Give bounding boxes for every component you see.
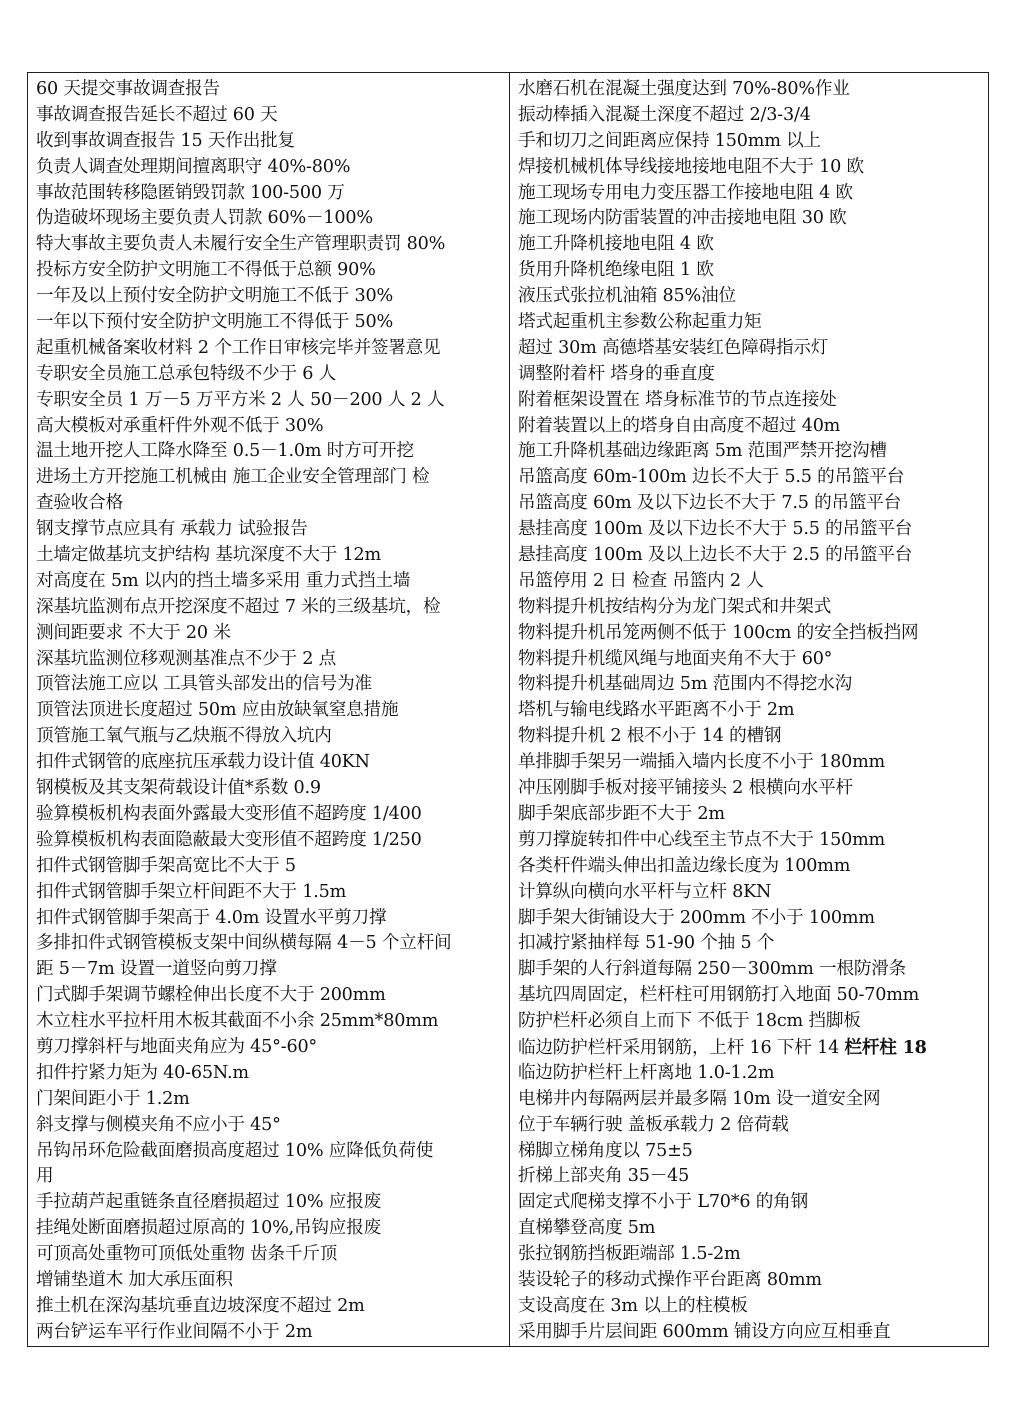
left-line: 扣件式钢管脚手架高宽比不大于 5: [36, 855, 296, 876]
left-line: 特大事故主要负责人未履行安全生产管理职责罚 80%: [36, 234, 446, 255]
left-line: 扣件式钢管的底座抗压承载力设计值 40KN: [36, 752, 370, 773]
left-line: 增铺垫道木 加大承压面积: [36, 1269, 233, 1290]
right-line: 冲压刚脚手板对接平铺接头 2 根横向水平杆: [518, 778, 853, 799]
right-column: [510, 73, 988, 1346]
right-line: 直梯攀登高度 5m: [518, 1218, 656, 1239]
left-line: 钢模板及其支架荷载设计值*系数 0.9: [36, 778, 321, 799]
right-line: 物料提升机按结构分为龙门架式和井架式: [518, 596, 832, 617]
left-line: 进场土方开挖施工机械由 施工企业安全管理部门 检: [36, 467, 430, 488]
left-line: 一年以下预付安全防护文明施工不得低于 50%: [36, 312, 393, 333]
right-line: 计算纵向横向水平杆与立杆 8KN: [518, 881, 772, 902]
right-line-with-bold: [518, 1035, 982, 1061]
left-line: 可顶高处重物可顶低处重物 齿条千斤顶: [36, 1244, 338, 1265]
right-line: 扣减拧紧抽样每 51-90 个抽 5 个: [518, 933, 775, 954]
right-line: 张拉钢筋挡板距端部 1.5-2m: [518, 1244, 741, 1265]
right-line: 附着装置以上的塔身自由高度不超过 40m: [518, 415, 841, 436]
left-line: 测间距要求 不大于 20 米: [36, 622, 231, 643]
left-line: 专职安全员施工总承包特级不少于 6 人: [36, 363, 337, 384]
left-line: 手拉葫芦起重链条直径磨损超过 10% 应报废: [36, 1192, 381, 1213]
right-line: 塔机与输电线路水平距离不小于 2m: [518, 700, 795, 721]
right-line: 液压式张拉机油箱 85%油位: [518, 286, 736, 307]
left-line: 多排扣件式钢管模板支架中间纵横每隔 4－5 个立杆间: [36, 933, 452, 954]
right-line: 施工现场内防雷装置的冲击接地电阻 30 欧: [518, 208, 847, 229]
right-line: 调整附着杆 塔身的垂直度: [518, 363, 715, 384]
right-line: 物料提升机缆风绳与地面夹角不大于 60°: [518, 648, 833, 669]
left-line: 木立柱水平拉杆用木板其截面不小余 25mm*80mm: [36, 1011, 439, 1032]
bold-suffix: 栏杆柱 18: [844, 1036, 927, 1058]
right-line: 防护栏杆必须自上而下 不低于 18cm 挡脚板: [518, 1011, 861, 1032]
left-line: 事故调查报告延长不超过 60 天: [36, 104, 278, 125]
right-line: 施工现场专用电力变压器工作接地电阻 4 欧: [518, 182, 853, 203]
right-line: 脚手架的人行斜道每隔 250－300mm 一根防滑条: [518, 959, 907, 980]
left-line: 顶管法施工应以 工具管头部发出的信号为准: [36, 674, 372, 695]
right-line: 临边防护栏杆上杆离地 1.0-1.2m: [518, 1062, 775, 1083]
right-line: 位于车辆行驶 盖板承载力 2 倍荷载: [518, 1114, 789, 1135]
left-line: 60 天提交事故调查报告: [36, 79, 220, 99]
left-line: 负责人调查处理期间擅离职守 40%-80%: [36, 156, 351, 177]
right-line: 振动棒插入混凝土深度不超过 2/3-3/4: [518, 104, 811, 125]
right-line: 焊接机械机体导线接地接地电阻不大于 10 欧: [518, 156, 864, 177]
left-line: 剪刀撑斜杆与地面夹角应为 45°-60°: [36, 1036, 318, 1057]
right-line: 装设轮子的移动式操作平台距离 80mm: [518, 1269, 822, 1290]
right-line: 单排脚手架另一端插入墙内长度不小于 180mm: [518, 752, 886, 773]
right-line: 各类杆件端头伸出扣盖边缘长度为 100mm: [518, 855, 851, 876]
left-line: 验算模板机构表面外露最大变形值不超跨度 1/400: [36, 803, 422, 824]
right-line: 货用升降机绝缘电阻 1 欧: [518, 260, 714, 281]
left-line: 门架间距小于 1.2m: [36, 1088, 190, 1109]
right-line: 施工升降机接地电阻 4 欧: [518, 234, 714, 255]
right-line: 梯脚立梯角度以 75±5: [518, 1140, 693, 1161]
right-line: 物料提升机吊笼两侧不低于 100cm 的安全挡板挡网: [518, 622, 919, 643]
right-line: 水磨石机在混凝土强度达到 70%-80%作业: [518, 79, 850, 99]
right-line: 脚手架大街铺设大于 200mm 不小于 100mm: [518, 907, 875, 928]
left-line: 扣件式钢管脚手架立杆间距不大于 1.5m: [36, 881, 347, 902]
left-line: 钢支撑节点应具有 承载力 试验报告: [36, 519, 308, 540]
right-line: 吊篮高度 60m 及以下边长不大于 7.5 的吊篮平台: [518, 493, 902, 514]
right-line: 物料提升机 2 根不小于 14 的槽钢: [518, 726, 782, 747]
left-line: 验算模板机构表面隐蔽最大变形值不超跨度 1/250: [36, 829, 422, 850]
right-line: 支设高度在 3m 以上的柱模板: [518, 1295, 748, 1316]
left-line: 对高度在 5m 以内的挡土墙多采用 重力式挡土墙: [36, 570, 411, 591]
left-line: 土墙定做基坑支护结构 基坑深度不大于 12m: [36, 545, 381, 566]
right-line: 吊篮高度 60m-100m 边长不大于 5.5 的吊篮平台: [518, 467, 905, 488]
left-line: 伪造破坏现场主要负责人罚款 60%－100%: [36, 208, 373, 229]
left-line: 专职安全员 1 万－5 万平方米 2 人 50－200 人 2 人: [36, 389, 445, 410]
right-line: 电梯井内每隔两层并最多隔 10m 设一道安全网: [518, 1088, 881, 1109]
left-line: 一年及以上预付安全防护文明施工不低于 30%: [36, 286, 393, 307]
notes-table: [27, 72, 989, 1347]
right-line: 附着框架设置在 塔身标准节的节点连接处: [518, 389, 837, 410]
left-line: 顶管法顶进长度超过 50m 应由放缺氧窒息措施: [36, 700, 399, 721]
left-line: 扣件拧紧力矩为 40-65N.m: [36, 1062, 249, 1083]
left-line: 投标方安全防护文明施工不得低于总额 90%: [36, 260, 376, 281]
left-line: 吊钩吊环危险截面磨损高度超过 10% 应降低负荷使: [36, 1140, 434, 1161]
left-line: 查验收合格: [36, 493, 123, 514]
right-line: 吊篮停用 2 日 检查 吊篮内 2 人: [518, 570, 764, 591]
right-line: 固定式爬梯支撑不小于 L70*6 的角钢: [518, 1192, 808, 1213]
right-line: 塔式起重机主参数公称起重力矩: [518, 312, 762, 333]
left-line: 温土地开挖人工降水降至 0.5－1.0m 时方可开挖: [36, 441, 414, 462]
left-line: 门式脚手架调节螺栓伸出长度不大于 200mm: [36, 985, 386, 1006]
right-line: 采用脚手片层间距 600mm 铺设方向应互相垂直: [518, 1321, 891, 1342]
left-line: 顶管施工氧气瓶与乙炔瓶不得放入坑内: [36, 726, 332, 747]
left-line: 事故范围转移隐匿销毁罚款 100-500 万: [36, 182, 345, 203]
left-line: 收到事故调查报告 15 天作出批复: [36, 130, 295, 151]
right-line-text: 临边防护栏杆采用钢筋，上杆 16 下杆 14: [518, 1037, 840, 1058]
left-line: 推土机在深沟基坑垂直边坡深度不超过 2m: [36, 1295, 365, 1316]
left-line: 距 5－7m 设置一道竖向剪刀撑: [36, 959, 277, 980]
left-column: [28, 73, 510, 1346]
right-line: 物料提升机基础周边 5m 范围内不得挖水沟: [518, 674, 852, 695]
right-line: 施工升降机基础边缘距离 5m 范围严禁开挖沟槽: [518, 441, 887, 462]
left-line: 斜支撑与侧模夹角不应小于 45°: [36, 1114, 281, 1135]
left-line: 两台铲运车平行作业间隔不小于 2m: [36, 1321, 313, 1342]
left-line: 扣件式钢管脚手架高于 4.0m 设置水平剪刀撑: [36, 907, 387, 928]
right-line: 悬挂高度 100m 及以下边长不大于 5.5 的吊篮平台: [518, 519, 913, 540]
left-line: 起重机械备案收材料 2 个工作日审核完毕并签署意见: [36, 337, 441, 358]
right-line: 剪刀撑旋转扣件中心线至主节点不大于 150mm: [518, 829, 886, 850]
right-line: 悬挂高度 100m 及以上边长不大于 2.5 的吊篮平台: [518, 545, 913, 566]
left-line: 深基坑监测布点开挖深度不超过 7 米的三级基坑，检: [36, 596, 441, 617]
right-line: 基坑四周固定，栏杆柱可用钢筋打入地面 50-70mm: [518, 985, 920, 1006]
left-line: 高大模板对承重杆件外观不低于 30%: [36, 415, 324, 436]
right-line: 脚手架底部步距不大于 2m: [518, 803, 725, 824]
right-line: 折梯上部夹角 35－45: [518, 1166, 690, 1187]
right-line: 手和切刀之间距离应保持 150mm 以上: [518, 130, 821, 151]
left-line: 深基坑监测位移观测基准点不少于 2 点: [36, 648, 337, 669]
left-line: 挂绳处断面磨损超过原高的 10%,吊钩应报废: [36, 1218, 381, 1239]
left-line: 用: [36, 1166, 54, 1187]
right-line: 超过 30m 高德塔基安装红色障碍指示灯: [518, 337, 829, 358]
